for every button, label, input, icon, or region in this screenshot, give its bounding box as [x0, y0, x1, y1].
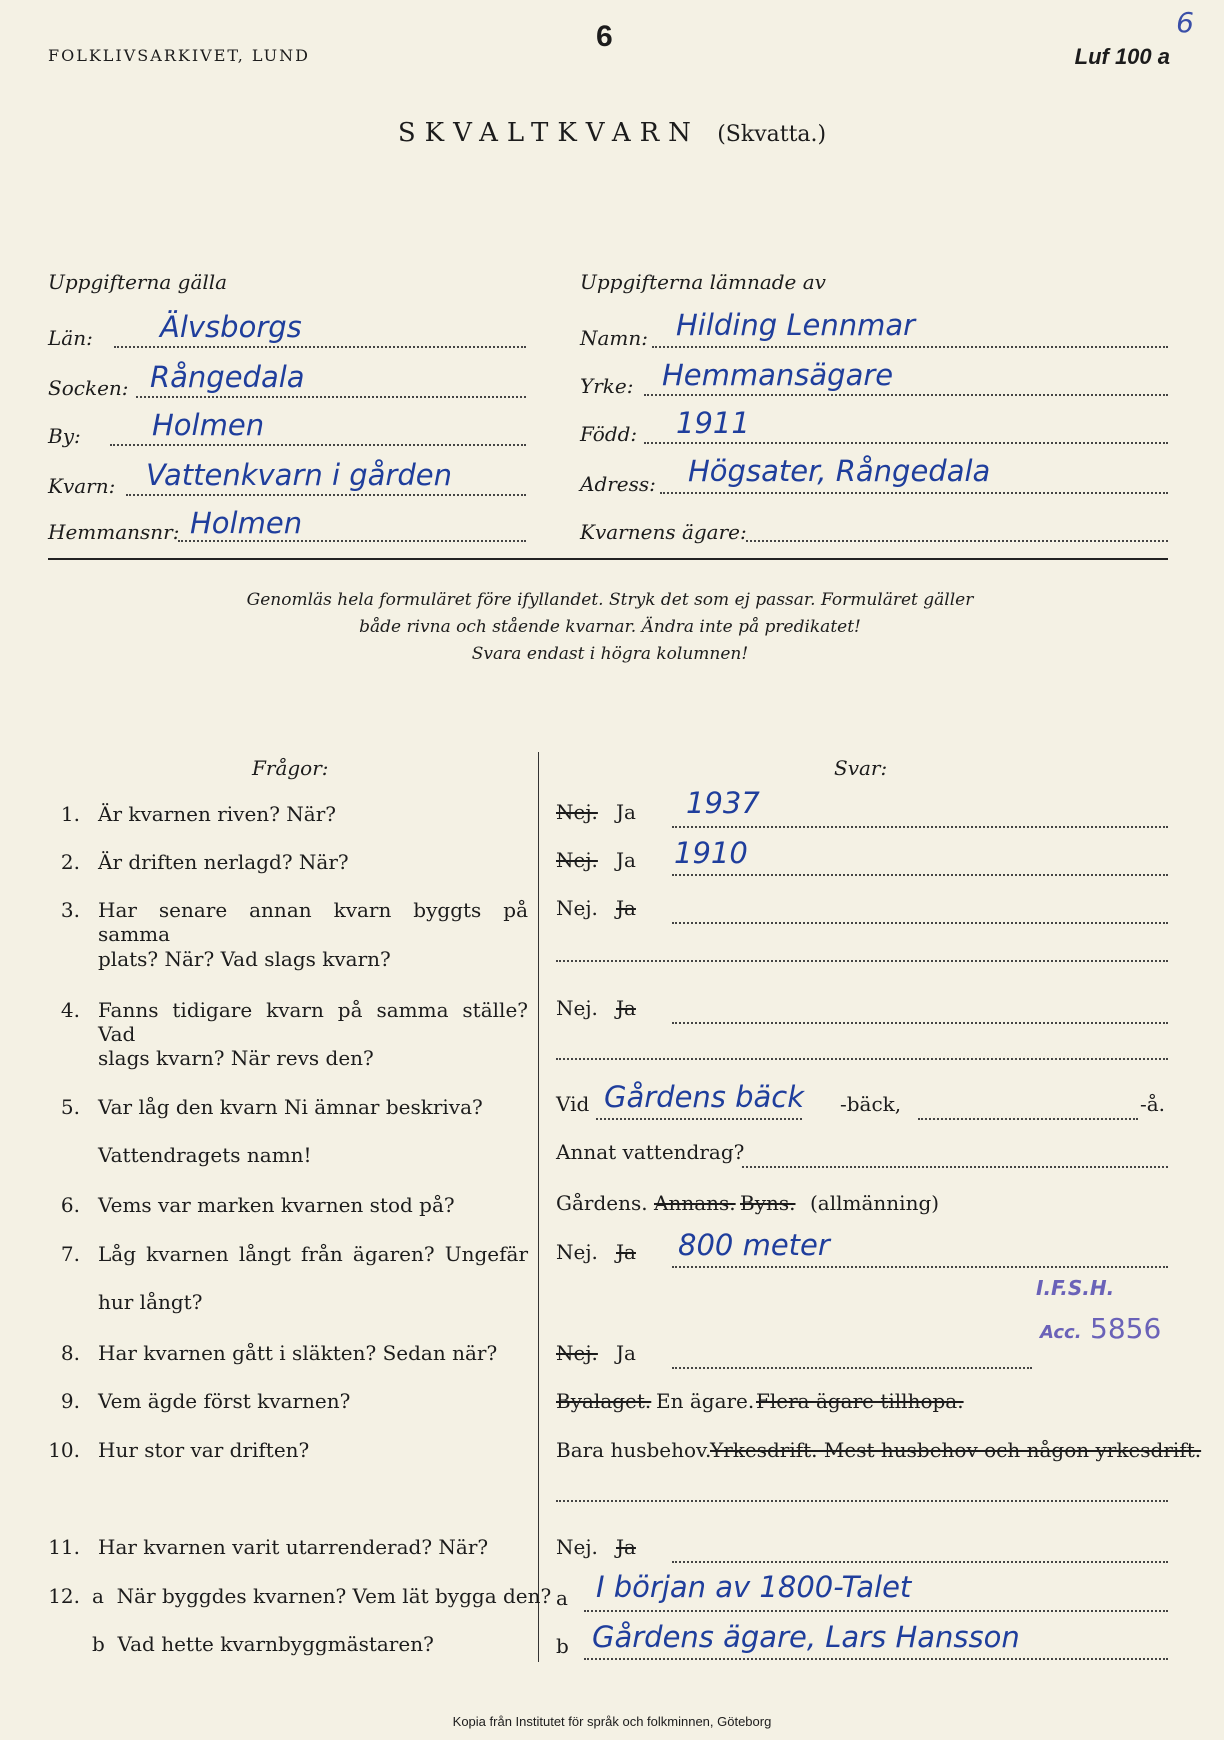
- archive-stamp-acc: Acc.: [1040, 1322, 1082, 1343]
- answer-12b: [556, 1620, 1168, 1666]
- form-title: [0, 118, 1224, 148]
- answer-4: [556, 996, 1168, 1030]
- question-text: a När byggdes kvarnen? Vem lät bygga den?: [92, 1584, 552, 1608]
- questions-heading: Frågor:: [252, 756, 329, 780]
- field-label: Län:: [48, 326, 93, 350]
- question-number: 12.: [48, 1584, 80, 1608]
- field-hemmansnr: [48, 506, 526, 544]
- field-value: Hilding Lennmar: [676, 308, 916, 342]
- answer-7: [556, 1228, 1168, 1274]
- answer-allmanning: (allmänning): [810, 1191, 940, 1215]
- question-number: 3.: [60, 898, 80, 922]
- question-text: Är driften nerlagd? När?: [98, 850, 349, 874]
- answer-vid: Vid: [556, 1092, 590, 1116]
- answer-handwriting: 1910: [674, 836, 748, 870]
- question-text: Vattendragets namn!: [98, 1143, 312, 1167]
- answer-annat-vattendrag: Annat vattendrag?: [556, 1140, 745, 1164]
- answer-ja: Ja: [616, 800, 636, 824]
- answer-a-suffix: -å.: [1140, 1092, 1166, 1116]
- answer-ja: Ja: [616, 996, 636, 1020]
- page-number: 6: [596, 20, 613, 53]
- field-lan: [48, 310, 526, 350]
- field-label: Namn:: [580, 326, 649, 350]
- question-text: Vems var marken kvarnen stod på?: [98, 1193, 455, 1217]
- field-socken: [48, 360, 526, 400]
- archive-stamp-number: 5856: [1090, 1312, 1162, 1345]
- answer-nej: Nej.: [556, 896, 598, 920]
- right-block-heading: Uppgifterna lämnade av: [580, 270, 826, 294]
- question-number: 4.: [60, 998, 80, 1022]
- answer-handwriting: 1937: [686, 786, 760, 820]
- answer-en-agare: En ägare.: [656, 1389, 755, 1413]
- answer-2: [556, 836, 1168, 882]
- field-label: Yrke:: [580, 374, 634, 398]
- field-kvarn: [48, 458, 526, 498]
- dotted-line: [746, 540, 1168, 542]
- dotted-line: [110, 444, 526, 446]
- answer-handwriting: I början av 1800-Talet: [596, 1570, 912, 1604]
- field-value: Hemmansägare: [662, 358, 894, 392]
- dotted-line: [584, 1658, 1168, 1660]
- field-yrke: [580, 358, 1168, 398]
- dotted-line: [672, 1561, 1168, 1563]
- field-value: Rångedala: [150, 360, 305, 394]
- answer-byalaget: Byalaget.: [556, 1389, 652, 1413]
- answers-heading: Svar:: [834, 756, 888, 780]
- field-label: By:: [48, 424, 81, 448]
- dotted-line: [672, 1266, 1168, 1268]
- answer-nej: Nej.: [556, 1341, 598, 1365]
- archive-stamp-line: I.F.S.H.: [1036, 1276, 1115, 1300]
- dotted-line: [178, 540, 526, 542]
- field-label: Hemmansnr:: [48, 520, 180, 544]
- answer-handwriting: Gårdens bäck: [604, 1080, 805, 1114]
- dotted-line: [596, 1118, 802, 1120]
- answer-ja: Ja: [616, 1535, 636, 1559]
- answer-ja: Ja: [616, 848, 636, 872]
- dotted-line: [644, 442, 1168, 444]
- question-text: Har kvarnen varit utarrenderad? När?: [98, 1535, 489, 1559]
- dotted-line: [742, 1166, 1168, 1168]
- field-namn: [580, 308, 1168, 350]
- answer-nej: Nej.: [556, 996, 598, 1020]
- dotted-line: [584, 1610, 1168, 1612]
- field-kvarnens-agare: [580, 512, 1168, 544]
- answer-gardens: Gårdens.: [556, 1191, 648, 1215]
- answer-bara-husbehov: Bara husbehov.: [556, 1438, 712, 1462]
- question-text: Har senare annan kvarn byggts på samma: [98, 898, 528, 946]
- answer-ja: Ja: [616, 1341, 636, 1365]
- field-label: Socken:: [48, 376, 129, 400]
- instructions: [200, 587, 1020, 668]
- question-number: 7.: [60, 1242, 80, 1266]
- dotted-line: [126, 494, 526, 496]
- answer-annans: Annans.: [654, 1191, 736, 1215]
- question-text: Låg kvarnen långt från ägaren? Ungefär: [98, 1242, 528, 1266]
- dotted-line: [672, 922, 1168, 924]
- answer-3: [556, 896, 1168, 930]
- answer-yrkesdrift: Yrkesdrift. Mest husbehov och någon yrkesdrift.: [710, 1438, 1202, 1462]
- dotted-line: [114, 346, 526, 348]
- question-text: plats? När? Vad slags kvarn?: [98, 947, 391, 971]
- answer-byns: Byns.: [740, 1191, 796, 1215]
- left-block-heading: Uppgifterna gälla: [48, 270, 228, 294]
- dotted-line: [136, 396, 526, 398]
- answer-back: -bäck,: [840, 1092, 902, 1116]
- field-value: Älvsborgs: [160, 310, 302, 344]
- copy-footer: Kopia från Institutet för språk och folkminnen, Göteborg: [452, 1714, 772, 1729]
- answer-5b: [556, 1140, 1168, 1174]
- field-adress: [580, 454, 1168, 496]
- answer-label-b: b: [556, 1634, 569, 1658]
- answer-6: [556, 1191, 1168, 1225]
- field-fodd: [580, 406, 1168, 446]
- answer-10: [556, 1438, 1202, 1472]
- dotted-line: [556, 1058, 1168, 1060]
- dotted-line: [672, 1367, 1032, 1369]
- dotted-line: [672, 826, 1168, 828]
- question-text: Var låg den kvarn Ni ämnar beskriva?: [98, 1095, 483, 1119]
- answer-11: [556, 1535, 1168, 1569]
- question-text: Fanns tidigare kvarn på samma ställe? Vad: [98, 998, 528, 1046]
- answer-nej: Nej.: [556, 848, 598, 872]
- question-number: 9.: [60, 1389, 80, 1413]
- question-number: 10.: [48, 1438, 80, 1462]
- title-main: SKVALTKVARN: [397, 118, 700, 148]
- dotted-line: [660, 492, 1168, 494]
- answer-nej: Nej.: [556, 1240, 598, 1264]
- field-value: Vattenkvarn i gården: [146, 458, 452, 492]
- question-text: hur långt?: [98, 1290, 203, 1314]
- answer-9: [556, 1389, 1168, 1423]
- question-text: Är kvarnen riven? När?: [98, 802, 336, 826]
- dotted-line: [918, 1118, 1138, 1120]
- field-value: 1911: [676, 406, 750, 440]
- dotted-line: [556, 1500, 1168, 1502]
- question-number: 2.: [60, 850, 80, 874]
- answer-8: [556, 1341, 1168, 1375]
- answer-12a: [556, 1570, 1168, 1618]
- dotted-line: [556, 960, 1168, 962]
- answer-ja: Ja: [616, 1240, 636, 1264]
- answer-flera-agare: Flera ägare tillhopa.: [756, 1389, 964, 1413]
- divider-rule: [48, 558, 1168, 560]
- field-label: Född:: [580, 422, 638, 446]
- question-text: Har kvarnen gått i släkten? Sedan när?: [98, 1341, 498, 1365]
- archive-name: FOLKLIVSARKIVET, LUND: [48, 46, 310, 65]
- field-value: Holmen: [190, 506, 303, 540]
- field-label: Kvarn:: [48, 474, 116, 498]
- answer-handwriting: Gårdens ägare, Lars Hansson: [592, 1620, 1020, 1654]
- title-sub: (Skvatta.): [717, 122, 827, 147]
- luf-code: Luf 100 a: [1074, 44, 1170, 69]
- field-value: Högsater, Rångedala: [688, 454, 991, 488]
- question-text: slags kvarn? När revs den?: [98, 1046, 374, 1070]
- dotted-line: [652, 346, 1168, 348]
- question-text: b Vad hette kvarnbyggmästaren?: [92, 1632, 434, 1656]
- dotted-line: [644, 394, 1168, 396]
- question-number: 6.: [60, 1193, 80, 1217]
- instruction-line: Genomläs hela formuläret före ifyllandet. Stryk det som ej passar. Formuläret gäller: [246, 590, 974, 610]
- question-number: 1.: [60, 802, 80, 826]
- field-by: [48, 408, 526, 448]
- question-text: Vem ägde först kvarnen?: [98, 1389, 351, 1413]
- answer-label-a: a: [556, 1586, 568, 1610]
- corner-mark: 6: [1176, 6, 1194, 39]
- dotted-line: [672, 1022, 1168, 1024]
- field-value: Holmen: [152, 408, 265, 442]
- question-number: 11.: [48, 1535, 80, 1559]
- dotted-line: [672, 874, 1168, 876]
- answer-nej: Nej.: [556, 800, 598, 824]
- instruction-line: både rivna och stående kvarnar. Ändra inte på predikatet!: [359, 617, 861, 637]
- field-label: Adress:: [580, 472, 656, 496]
- question-number: 5.: [60, 1095, 80, 1119]
- column-divider: [538, 752, 539, 1662]
- instruction-line: Svara endast i högra kolumnen!: [471, 644, 749, 664]
- answer-1: [556, 786, 1168, 834]
- answer-handwriting: 800 meter: [678, 1228, 830, 1262]
- field-label: Kvarnens ägare:: [580, 520, 747, 544]
- answer-ja: Ja: [616, 896, 636, 920]
- answer-nej: Nej.: [556, 1535, 598, 1559]
- answer-5: [556, 1080, 1168, 1126]
- question-number: 8.: [60, 1341, 80, 1365]
- question-text: Hur stor var driften?: [98, 1438, 310, 1462]
